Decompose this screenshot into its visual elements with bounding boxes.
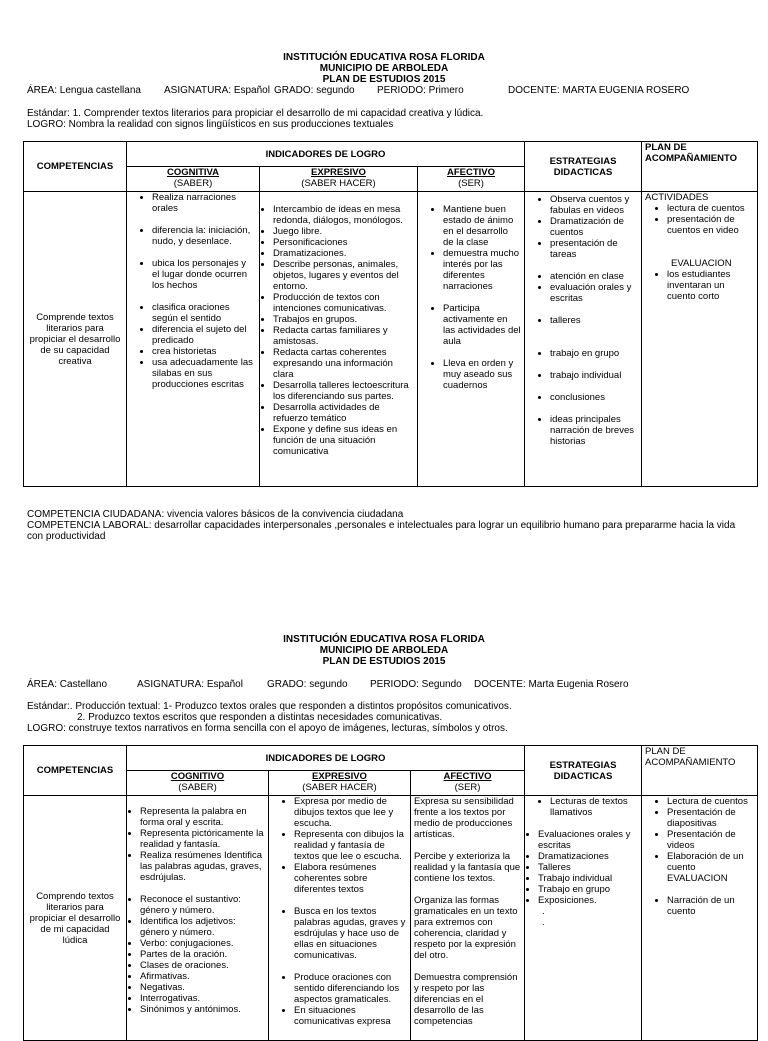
- list-item: • diferencia la: iniciación, nudo, y desenlace.: [152, 225, 256, 247]
- list-item: • Busca en los textos palabras agudas, graves y esdrújulas y hace uso de ellas en situaciones comunicativas.: [294, 906, 407, 961]
- competencia-ciudadana: COMPETENCIA CIUDADANA: vivencia valores básicos de la convivencia ciudadana: [27, 509, 404, 520]
- list-item: • trabajo individual: [550, 370, 638, 381]
- expresivo-header: EXPRESIVO (SABER HACER): [269, 771, 411, 796]
- list-item: • Lecturas de textos llamativos: [550, 796, 638, 818]
- competencias-header: COMPETENCIAS: [24, 746, 127, 796]
- list-item: • Trabajo en grupo: [538, 884, 638, 895]
- list-item: • presentación de tareas: [550, 238, 638, 260]
- list-item: • demuestra mucho interés por las diferentes narraciones: [443, 248, 521, 292]
- estrategias-header: ESTRATEGIAS DIDACTICAS: [525, 142, 642, 192]
- area: ÁREA: Castellano: [27, 679, 108, 690]
- plan-list: [642, 192, 758, 487]
- list-item: • Representa con dibujos la realidad y fantasía de textos que lee o escucha.: [294, 829, 407, 862]
- estandar-2: 2. Produzco textos escritos que responden a distintas necesidades comunicativas.: [77, 712, 443, 723]
- estrategias-header: ESTRATEGIAS DIDACTICAS: [525, 746, 642, 796]
- docente: DOCENTE: MARTA EUGENIA ROSERO: [508, 85, 690, 96]
- afectivo-paragraph: Percibe y exterioriza la realidad y la fantasía que contiene los textos.: [414, 851, 521, 884]
- list-item: • Sinónimos y antónimos.: [140, 1004, 265, 1015]
- afectivo-header: AFECTIVO (SER): [418, 167, 525, 192]
- list-item: • Afirmativas.: [140, 971, 265, 982]
- institution-name: INSTITUCIÓN EDUCATIVA ROSA FLORIDA: [283, 52, 485, 63]
- asignatura: ASIGNATURA: Español: [164, 85, 270, 96]
- list-item: • usa adecuadamente las silabas en sus producciones escritas: [152, 357, 256, 390]
- page2-meta: [27, 679, 629, 690]
- periodo: PERIODO: Segundo: [370, 679, 462, 690]
- list-item: • Identifica los adjetivos: género y número.: [140, 916, 265, 938]
- list-item: • Dramatización de cuentos: [550, 216, 638, 238]
- competencia-text: Comprende textos literarios para propiciar el desarrollo de su capacidad creativa: [24, 192, 127, 487]
- actividades-label: ACTIVIDADES: [645, 192, 709, 203]
- estrategias-list: [525, 192, 642, 487]
- page1-meta: [27, 85, 689, 96]
- list-item: • Observa cuentos y fabulas en videos: [550, 194, 638, 216]
- list-item: • Realiza resúmenes Identifica las palabras agudas, graves, esdrújulas.: [140, 850, 265, 883]
- list-item: • ubica los personajes y el lugar donde ocurren los hechos: [152, 258, 256, 291]
- competencias-header: COMPETENCIAS: [24, 142, 127, 192]
- dot-mark: .: [542, 917, 545, 928]
- list-item: • Juego libre.: [273, 226, 414, 237]
- municipality: MUNICIPIO DE ARBOLEDA: [319, 63, 449, 74]
- afectivo-paragraph: Organiza las formas gramaticales en un texto para extremos con coherencia, claridad y respeto por la expresión del otro.: [414, 895, 518, 961]
- list-item: • Clases de oraciones.: [140, 960, 265, 971]
- list-item: • Desarrolla talleres lectoescritura los diferenciando sus partes.: [273, 380, 414, 402]
- asignatura: ASIGNATURA: Español: [137, 679, 243, 690]
- list-item: • Representa pictóricamente la realidad y fantasía.: [140, 828, 265, 850]
- list-item: • Personificaciones: [273, 237, 414, 248]
- logro: LOGRO: construye textos narrativos en forma sencilla con el apoyo de imágenes, lecturas, símbolos y otros.: [27, 723, 508, 734]
- list-item: • presentación de cuentos en video: [667, 214, 754, 236]
- list-item: • Narración de un cuento: [667, 895, 754, 917]
- list-item: • Describe personas, animales, objetos, lugares y eventos del entorno.: [273, 259, 414, 292]
- list-item: • Verbo: conjugaciones.: [140, 938, 265, 949]
- list-item: • Interrogativas.: [140, 993, 265, 1004]
- evaluacion-label: EVALUACION: [667, 873, 728, 884]
- municipality: MUNICIPIO DE ARBOLEDA: [319, 645, 449, 656]
- afectivo-header: AFECTIVO (SER): [411, 771, 525, 796]
- list-item: • Produce oraciones con sentido diferenciando los aspectos gramaticales.: [294, 972, 407, 1005]
- expresivo-header: EXPRESIVO (SABER HACER): [260, 167, 418, 192]
- list-item: • Dramatizaciones: [538, 851, 638, 862]
- list-item: • Expresa por medio de dibujos textos que lee y escucha.: [294, 796, 407, 829]
- list-item: • Dramatizaciones.: [273, 248, 414, 259]
- page1-header: [0, 52, 768, 85]
- estandar: Estándar: 1. Comprender textos literarios para propiciar el desarrollo de mi capacidad creativa y lúdica.: [27, 108, 484, 119]
- list-item: • Reconoce el sustantivo: género y número.: [140, 894, 265, 916]
- list-item: • Redacta cartas familiares y amistosas.: [273, 325, 414, 347]
- page1-table: [23, 141, 758, 487]
- list-item: • Realiza narraciones orales: [152, 192, 256, 214]
- grado: GRADO: segundo: [267, 679, 348, 690]
- page2-table: [23, 745, 758, 1041]
- afectivo-paragraph: Demuestra comprensión y respeto por las diferencias en el desarrollo de las competencias: [414, 972, 518, 1027]
- list-item: • Representa la palabra en forma oral y escrita.: [140, 806, 265, 828]
- list-item: • lectura de cuentos: [667, 203, 754, 214]
- indicadores-header: INDICADORES DE LOGRO: [127, 746, 525, 771]
- competencia-text: Comprendo textos literarios para propiciar el desarrollo de mi capacidad lúdica: [24, 796, 127, 1041]
- list-item: • Participa activamente en las actividades del aula: [443, 303, 521, 347]
- list-item: • ideas principales narración de breves historias: [550, 414, 638, 447]
- afectivo-list: [411, 796, 525, 1041]
- plan-title: PLAN DE ESTUDIOS 2015: [322, 656, 446, 667]
- list-item: • Producción de textos con intenciones comunicativas.: [273, 292, 414, 314]
- list-item: • trabajo en grupo: [550, 348, 638, 359]
- list-item: • crea historietas: [152, 346, 256, 357]
- list-item: • Elaboración de un cuento: [667, 851, 754, 873]
- list-item: • Trabajo individual: [538, 873, 638, 884]
- list-item: • Partes de la oración.: [140, 949, 265, 960]
- cognitivo-header: COGNITIVO (SABER): [127, 771, 269, 796]
- list-item: • Desarrolla actividades de refuerzo temático: [273, 402, 414, 424]
- cognitiva-list: [127, 192, 260, 487]
- expresivo-list: [269, 796, 411, 1041]
- estandar-1: Estándar:. Producción textual: 1- Produzco textos orales que responden a distintos propósitos comunicativos.: [27, 701, 512, 712]
- list-item: • Lleva en orden y muy aseado sus cuadernos: [443, 358, 521, 391]
- logro: LOGRO: Nombra la realidad con signos lingüísticos en sus producciones textuales: [27, 119, 394, 130]
- plan-title: PLAN DE ESTUDIOS 2015: [322, 74, 446, 85]
- institution-name: INSTITUCIÓN EDUCATIVA ROSA FLORIDA: [283, 634, 485, 645]
- list-item: • clasifica oraciones según el sentido: [152, 302, 256, 324]
- list-item: • evaluación orales y escritas: [550, 282, 638, 304]
- list-item: • atención en clase: [550, 271, 638, 282]
- afectivo-paragraph: Expresa su sensibilidad frente a los textos por medio de producciones artísticas.: [414, 796, 514, 840]
- cognitivo-list: [127, 796, 269, 1041]
- list-item: • Lectura de cuentos: [667, 796, 754, 807]
- list-item: • Presentación de videos: [667, 829, 754, 851]
- list-item: • conclusiones: [550, 392, 638, 403]
- list-item: • talleres: [550, 315, 638, 326]
- list-item: • En situaciones comunicativas expresa: [294, 1005, 407, 1027]
- list-item: • Evaluaciones orales y escritas: [538, 829, 638, 851]
- plan-header: PLAN DE ACOMPAÑAMIENTO: [642, 746, 758, 796]
- list-item: • Mantiene buen estado de ánimo en el desarrollo de la clase: [443, 204, 521, 248]
- evaluacion-label: EVALUACION: [671, 258, 732, 269]
- periodo: PERIODO: Primero: [377, 85, 464, 96]
- page2-header: [0, 634, 768, 667]
- afectivo-list: [418, 192, 525, 487]
- list-item: • Negativas.: [140, 982, 265, 993]
- cognitiva-header: COGNITIVA (SABER): [127, 167, 260, 192]
- list-item: • Presentación de diapositivas: [667, 807, 754, 829]
- dot-mark: .: [542, 906, 545, 917]
- plan-header: PLAN DE ACOMPAÑAMIENTO: [642, 142, 758, 192]
- list-item: • Elabora resúmenes coherentes sobre diferentes textos: [294, 862, 407, 895]
- docente: DOCENTE: Marta Eugenia Rosero: [474, 679, 629, 690]
- competencia-laboral: COMPETENCIA LABORAL: desarrollar capacidades interpersonales ,personales e intelectuales para lograr un equilibrio humano para prepararme hacia la vida con productividad: [27, 520, 736, 542]
- list-item: • Intercambio de ideas en mesa redonda, diálogos, monólogos.: [273, 204, 414, 226]
- list-item: • los estudiantes inventaran un cuento corto: [667, 269, 754, 302]
- indicadores-header: INDICADORES DE LOGRO: [127, 142, 525, 167]
- plan-list: [642, 796, 758, 1041]
- area: ÁREA: Lengua castellana: [27, 85, 141, 96]
- list-item: • Expone y define sus ideas en función de una situación comunicativa: [273, 424, 414, 457]
- list-item: • Redacta cartas coherentes expresando una información clara: [273, 347, 414, 380]
- list-item: • diferencia el sujeto del predicado: [152, 324, 256, 346]
- grado: GRADO: segundo: [274, 85, 355, 96]
- list-item: • Talleres: [538, 862, 638, 873]
- estrategias-list: [525, 796, 642, 1041]
- list-item: • Exposiciones.: [538, 895, 638, 906]
- expresivo-list: [260, 192, 418, 487]
- list-item: • Trabajos en grupos.: [273, 314, 414, 325]
